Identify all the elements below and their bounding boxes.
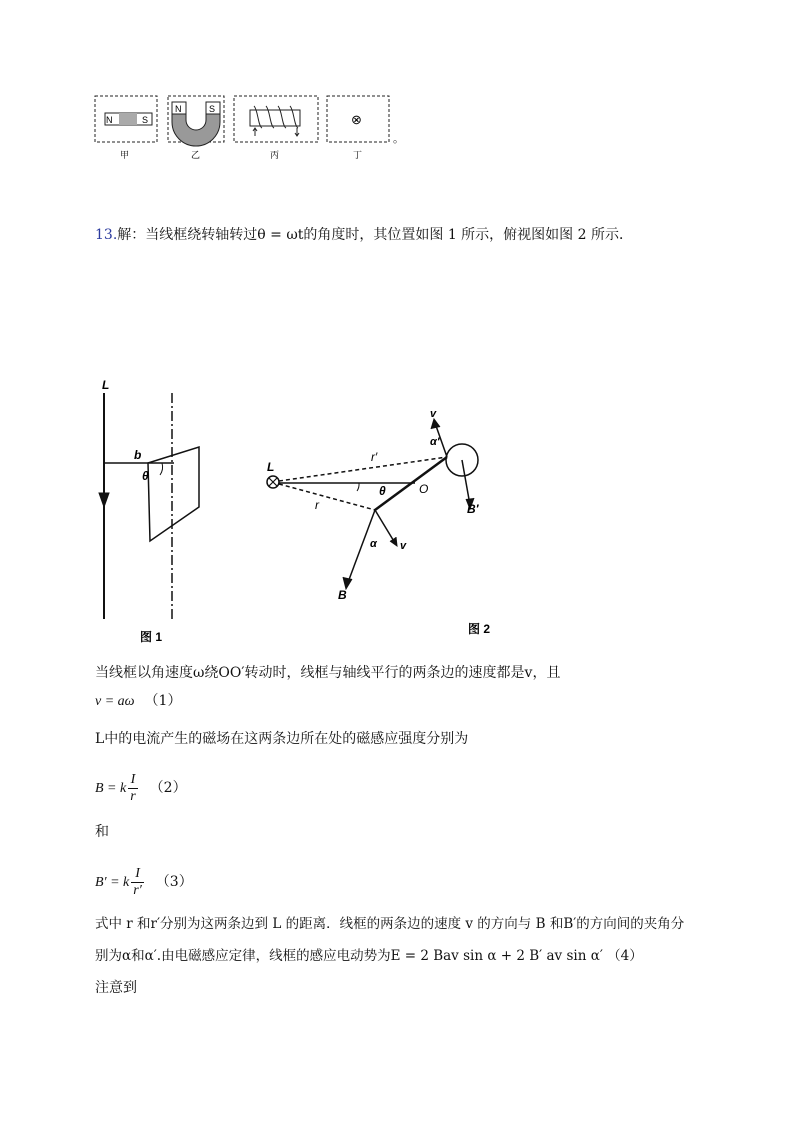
into-page-symbol: ⊗ (351, 112, 362, 127)
svg-text:S: S (209, 104, 216, 114)
svg-text:α: α (370, 538, 377, 550)
fig2-caption: 图 2 (468, 622, 491, 636)
equation-3: B′ = k $\frac{I}{r'}$ （3） (95, 865, 193, 898)
figure-2 (255, 395, 525, 645)
figure-1 (90, 375, 230, 655)
intro-text: 解：当线框绕转轴转过θ = ωt的角度时，其位置如图 1 所示，俯视图如图 2 所示． (117, 227, 633, 243)
svg-text:。: 。 (393, 133, 404, 145)
svg-text:N: N (106, 115, 113, 125)
svg-text:S: S (142, 115, 149, 125)
paragraph-2: L中的电流产生的磁场在这两条边所在处的磁感应强度分别为 (95, 731, 469, 747)
svg-text:B: B (338, 588, 347, 602)
fig1-caption: 图 1 (140, 630, 163, 644)
bar-magnet (105, 113, 152, 125)
svg-text:L: L (102, 378, 110, 392)
paragraph-1: 当线框以角速度ω绕OO′转动时，线框与轴线平行的两条边的速度都是v，且 (95, 665, 561, 681)
svg-text:L: L (267, 460, 275, 474)
box-bing (234, 96, 318, 142)
solenoid (250, 106, 300, 136)
caption-jia: 甲 (120, 150, 130, 160)
caption-yi: 乙 (191, 150, 201, 160)
magnet-figure (90, 92, 410, 167)
svg-text:v: v (430, 408, 437, 420)
svg-text:O: O (419, 482, 429, 496)
and-text: 和 (95, 824, 109, 840)
question-number: 13. (95, 227, 118, 243)
caption-ding: 丁 (353, 150, 363, 160)
svg-text:b: b (134, 448, 142, 462)
svg-text:N: N (175, 104, 182, 114)
equation-1: v = aω （1） (95, 693, 182, 709)
paragraph-4: 别为α和α′.由电磁感应定律，线框的感应电动势为E = 2 Bav sin α + 2 B′ av sin α′ （4） (95, 948, 643, 964)
question-intro (95, 225, 633, 245)
equation-2: B = k $\frac{I}{r}$ （2） (95, 771, 187, 804)
caption-bing: 丙 (270, 150, 280, 160)
paragraph-5: 注意到 (95, 980, 137, 996)
u-magnet (172, 102, 220, 146)
svg-text:α′: α′ (430, 436, 440, 448)
svg-text:r: r (315, 498, 319, 512)
svg-text:B′: B′ (467, 502, 479, 516)
paragraph-3: 式中 r 和r′分别为这两条边到 L 的距离．线框的两条边的速度 v 的方向与 B 和B′的方向间的夹角分 (95, 916, 685, 932)
svg-text:θ: θ (142, 469, 149, 483)
svg-text:v: v (400, 540, 407, 552)
svg-text:θ: θ (379, 484, 386, 498)
svg-text:r′: r′ (371, 450, 378, 464)
